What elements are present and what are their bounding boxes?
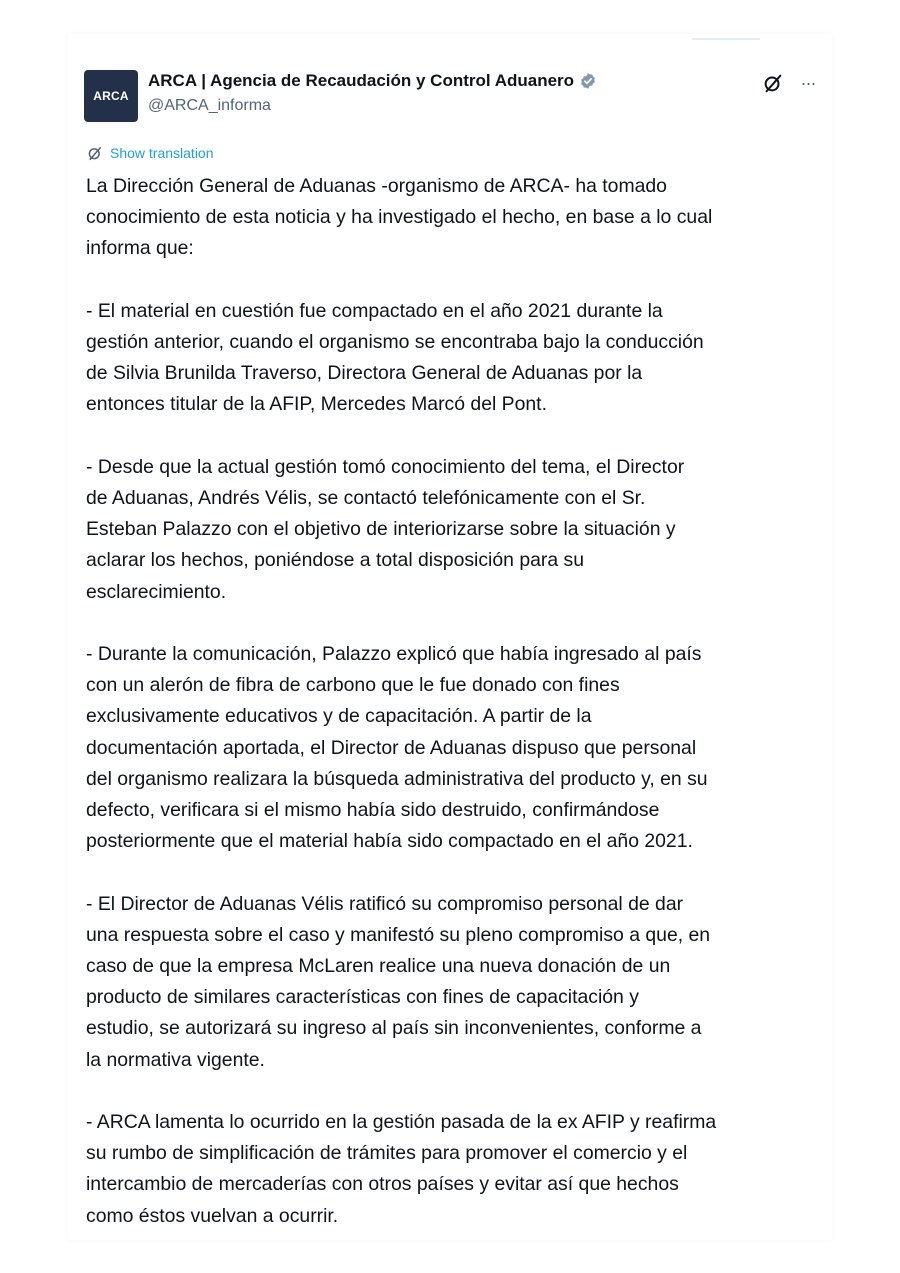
post-paragraph: - El Director de Aduanas Vélis ratificó su compromiso personal de dar una respuesta sobre el caso y manifestó su pleno compromiso a que, en caso de que la empresa McLaren realice una nueva donación de un producto de similares características con fines de capacitación y estudio, se autorizará su ingreso al país sin inconvenientes, conforme a la normativa vigente.	[86, 892, 711, 1071]
more-icon: ···	[800, 72, 816, 93]
grok-icon	[762, 72, 784, 94]
avatar[interactable]	[84, 70, 138, 122]
translate-icon	[86, 144, 104, 162]
post-paragraph: - ARCA lamenta lo ocurrido en la gestión pasada de la ex AFIP y reafirma su rumbo de simplificación de trámites para promover el comercio y el intercambio de mercaderías con otros países y evitar así que hechos como éstos vuelvan a ocurrir.	[86, 1111, 717, 1227]
post-paragraph: - Desde que la actual gestión tomó conocimiento del tema, el Director de Aduanas, Andrés Vélis, se contactó telefónicamente con el Sr. Esteban Palazzo con el objetivo de interiorizarse sobre la situación y aclarar los hechos, poniéndose a total disposición para su esclarecimiento.	[86, 455, 685, 603]
show-translation-link[interactable]	[86, 144, 214, 162]
post-body	[86, 171, 826, 1232]
more-options-button[interactable]	[795, 70, 821, 96]
divider	[692, 38, 760, 40]
display-name[interactable]	[148, 71, 597, 91]
display-name-text: ARCA | Agencia de Recaudación y Control Aduanero	[148, 71, 575, 90]
avatar-label: ARCA	[93, 89, 129, 103]
post-paragraph: - El material en cuestión fue compactado en el año 2021 durante la gestión anterior, cuando el organismo se encontraba bajo la conducción de Silvia Brunilda Traverso, Directora General de Aduanas por la entonces titular de la AFIP, Mercedes Marcó del Pont.	[86, 299, 704, 416]
grok-button[interactable]	[760, 70, 786, 96]
account-handle[interactable]: @ARCA_informa	[148, 97, 271, 114]
verified-badge-icon	[579, 72, 597, 90]
post-paragraph: La Dirección General de Aduanas -organismo de ARCA- ha tomado conocimiento de esta noticia y ha investigado el hecho, en base a lo cual informa que:	[86, 175, 713, 260]
show-translation-label: Show translation	[110, 145, 214, 161]
post-paragraph: - Durante la comunicación, Palazzo explicó que había ingresado al país con un alerón de fibra de carbono que le fue donado con fines exclusivamente educativos y de capacitación. A partir de la documentación aportada, el Director de Aduanas dispuso que personal del organismo realizara la búsqueda administrativa del producto y, en su defecto, verificara si el mismo había sido destruido, confirmándose posteriormente que el material había sido compactado en el año 2021.	[86, 643, 708, 853]
